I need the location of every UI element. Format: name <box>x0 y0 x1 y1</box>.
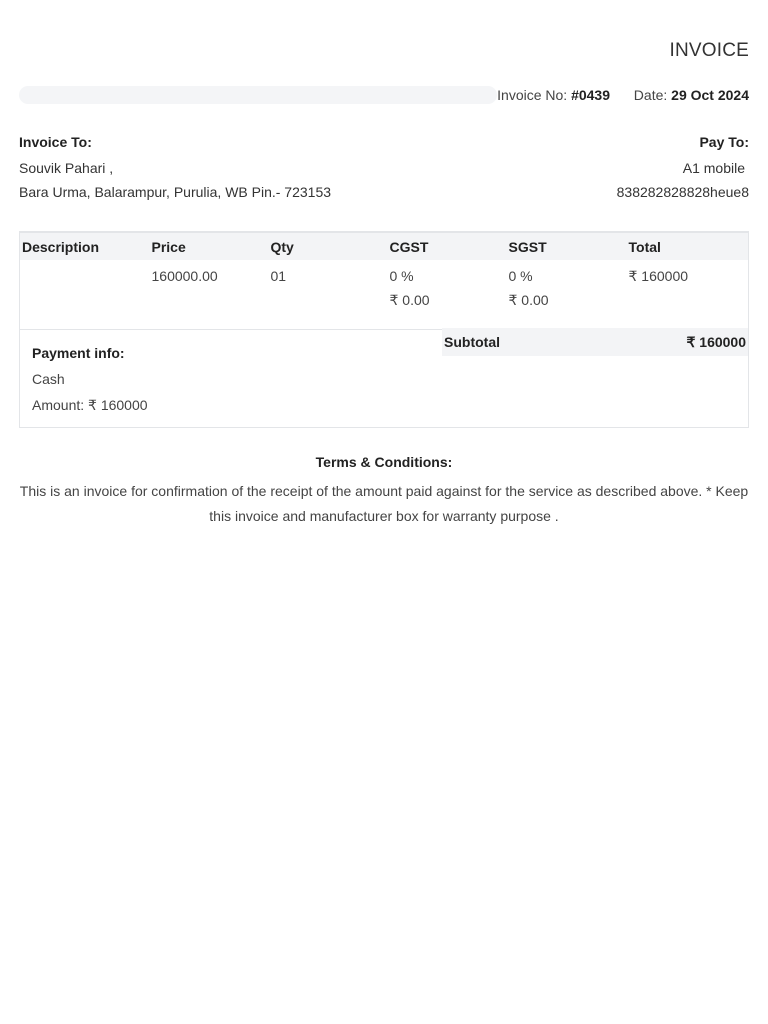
payment-info <box>32 340 148 418</box>
cell-sgst <box>507 260 627 329</box>
customer-name: Souvik Pahari , <box>19 160 114 176</box>
cgst-amount: ₹ 0.00 <box>389 292 430 308</box>
payment-method: Cash <box>32 371 65 387</box>
invoice-header <box>19 86 749 104</box>
subtotal-row <box>442 328 748 356</box>
cell-qty: 01 <box>269 260 388 329</box>
date-label: Date: <box>633 87 668 103</box>
customer-address: Bara Urma, Balarampur, Purulia, WB Pin.- 723153 <box>19 184 332 200</box>
invoice-meta <box>497 87 749 103</box>
invoice-no-label: Invoice No: <box>497 87 568 103</box>
col-price: Price <box>150 232 269 260</box>
items-table <box>19 231 749 330</box>
invoice-number: #0439 <box>571 87 611 103</box>
invoice-title: INVOICE <box>669 40 749 61</box>
col-total: Total <box>627 232 749 260</box>
header-bar <box>19 86 497 104</box>
col-cgst: CGST <box>388 232 507 260</box>
invoice-to-block <box>19 130 331 204</box>
invoice-date: 29 Oct 2024 <box>671 87 749 103</box>
col-sgst: SGST <box>507 232 627 260</box>
terms-text: This is an invoice for confirmation of the receipt of the amount paid against for the service as described above. * Keep this invoice and manufacturer box for warranty purpose . <box>19 483 749 524</box>
cell-price: 160000.00 <box>150 260 269 329</box>
sgst-rate: 0 % <box>508 268 533 284</box>
col-qty: Qty <box>269 232 388 260</box>
payee-id: 838282828828heue8 <box>616 184 749 200</box>
subtotal-label: Subtotal <box>444 334 500 350</box>
pay-to-label: Pay To: <box>699 134 749 150</box>
payee-name: A1 mobile <box>682 160 745 176</box>
col-description: Description <box>20 232 150 260</box>
payment-info-label: Payment info: <box>32 345 125 361</box>
table-row <box>20 260 749 329</box>
sgst-amount: ₹ 0.00 <box>508 292 549 308</box>
terms-section <box>19 450 749 529</box>
payment-amount: Amount: ₹ 160000 <box>32 397 148 413</box>
cgst-rate: 0 % <box>389 268 414 284</box>
terms-label: Terms & Conditions: <box>315 454 453 470</box>
cell-description <box>20 260 150 329</box>
table-header-row <box>20 232 749 260</box>
subtotal-value: ₹ 160000 <box>686 333 746 350</box>
cell-cgst <box>388 260 507 329</box>
summary-box <box>19 328 749 428</box>
cell-total: ₹ 160000 <box>627 260 749 329</box>
pay-to-block <box>617 130 749 204</box>
invoice-to-label: Invoice To: <box>19 134 92 150</box>
